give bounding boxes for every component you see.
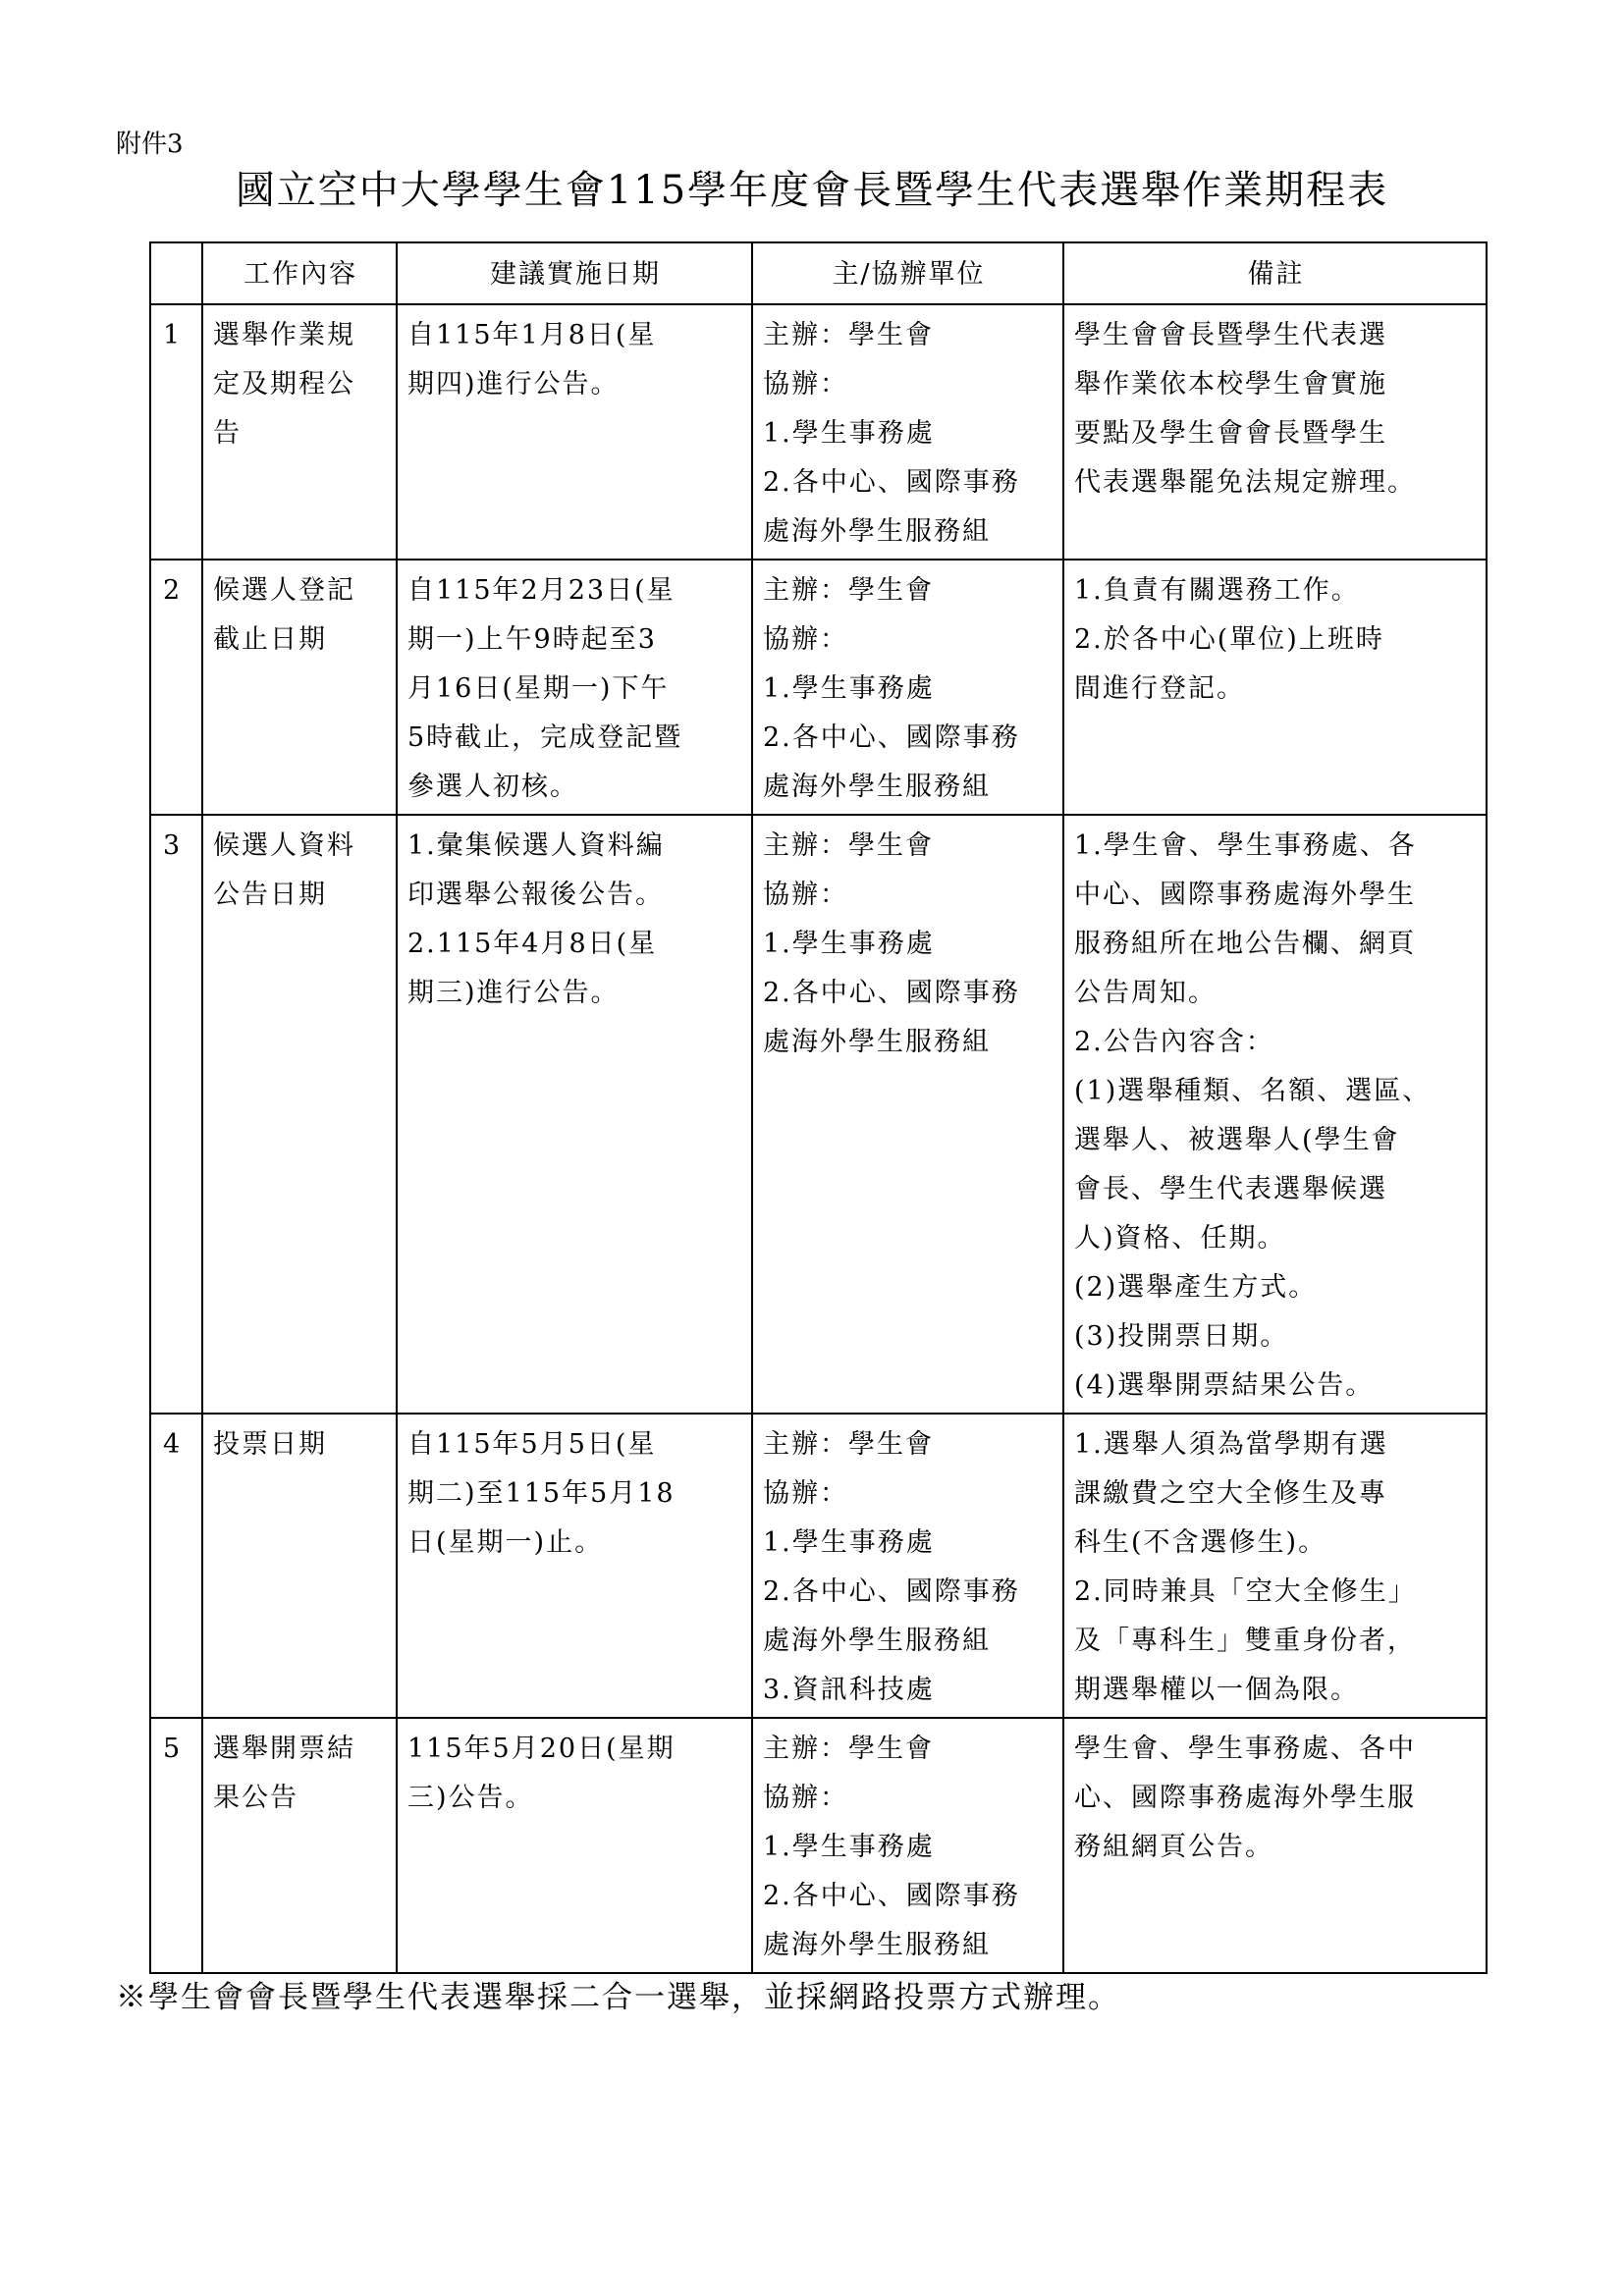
row-number: 5 [150,1718,202,1973]
table-row [150,304,1487,560]
units-line: 2.各中心、國際事務 [763,722,1020,753]
task-line: 公告日期 [213,880,327,910]
table-and-footnote [116,241,1510,2017]
cell-remarks [1063,1414,1487,1718]
row-number: 2 [150,560,202,815]
remarks-line: (2)選舉產生方式。 [1074,1272,1318,1303]
cell-task [202,1414,397,1718]
date-line: 月16日(星期一)下午 [407,673,670,704]
document-title: 國立空中大學學生會115學年度會長暨學生代表選舉作業期程表 [235,168,1389,213]
remarks-line: 要點及學生會會長暨學生 [1074,418,1387,449]
remarks-line: 1.負責有關選務工作。 [1074,575,1360,606]
remarks-line: (1)選舉種類、名額、選區、 [1074,1076,1432,1106]
units-line: 處海外學生服務組 [763,516,991,547]
table-row [150,815,1487,1414]
remarks-line: (3)投開票日期。 [1074,1321,1289,1352]
remarks-line: 學生會會長暨學生代表選 [1074,320,1387,350]
header-remarks: 備註 [1063,242,1487,304]
cell-units [752,1718,1063,1973]
units-line: 協辦： [763,624,848,655]
remarks-line: 課繳費之空大全修生及專 [1074,1478,1387,1509]
cell-remarks [1063,560,1487,815]
task-line: 選舉作業規 [213,320,355,350]
task-line: 果公告 [213,1783,298,1813]
units-line: 1.學生事務處 [763,673,935,704]
units-line: 協辦： [763,369,848,400]
remarks-line: 心、國際事務處海外學生服 [1074,1783,1416,1813]
date-line: 5時截止，完成登記暨 [407,722,683,753]
remarks-line: 間進行登記。 [1074,673,1245,704]
table-row [150,1718,1487,1973]
remarks-line: 及「專科生」雙重身份者， [1074,1626,1416,1656]
remarks-line: 服務組所在地公告欄、網頁 [1074,929,1416,959]
table-row [150,1414,1487,1718]
row-number: 1 [150,304,202,560]
header-number [150,242,202,304]
remarks-line: 舉作業依本校學生會實施 [1074,369,1387,400]
remarks-line: 2.同時兼具「空大全修生」 [1074,1576,1417,1607]
attachment-label: 附件3 [116,130,184,159]
header-date: 建議實施日期 [397,242,752,304]
units-line: 2.各中心、國際事務 [763,467,1020,498]
footnote: ※學生會會長暨學生代表選舉採二合一選舉，並採網路投票方式辦理。 [116,1980,1120,2015]
date-line: 自115年2月23日(星 [407,575,676,606]
date-line: 期二)至115年5月18 [407,1478,676,1509]
remarks-line: 學生會、學生事務處、各中 [1074,1734,1416,1764]
units-line: 主辦：學生會 [763,320,934,350]
cell-units [752,815,1063,1414]
cell-remarks [1063,1718,1487,1973]
remarks-line: (4)選舉開票結果公告。 [1074,1370,1375,1401]
remarks-line: 公告周知。 [1074,978,1217,1008]
cell-task [202,560,397,815]
units-line: 2.各中心、國際事務 [763,1576,1020,1607]
date-line: 115年5月20日(星期 [407,1734,676,1764]
remarks-line: 科生(不含選修生)。 [1074,1527,1327,1558]
cell-date [397,304,752,560]
remarks-line: 中心、國際事務處海外學生 [1074,880,1416,910]
header-task: 工作內容 [202,242,397,304]
task-line: 候選人登記 [213,575,355,606]
task-line: 定及期程公 [213,369,355,400]
cell-task [202,815,397,1414]
task-line: 候選人資料 [213,830,355,861]
units-line: 3.資訊科技處 [763,1675,935,1705]
task-line: 投票日期 [213,1429,327,1460]
date-line: 三)公告。 [407,1783,534,1813]
units-line: 處海外學生服務組 [763,1626,991,1656]
cell-task [202,304,397,560]
units-line: 2.各中心、國際事務 [763,1881,1020,1911]
date-line: 期三)進行公告。 [407,978,620,1008]
units-line: 1.學生事務處 [763,1832,935,1862]
remarks-line: 2.公告內容含： [1074,1027,1274,1057]
task-line: 截止日期 [213,624,327,655]
remarks-line: 1.學生會、學生事務處、各 [1074,830,1417,861]
remarks-line: 人)資格、任期。 [1074,1223,1286,1254]
units-line: 主辦：學生會 [763,830,934,861]
units-line: 處海外學生服務組 [763,1027,991,1057]
remarks-line: 選舉人、被選舉人(學生會 [1074,1125,1400,1155]
task-line: 告 [213,418,242,449]
row-number: 4 [150,1414,202,1718]
header-units: 主/協辦單位 [752,242,1063,304]
table-header-row [150,242,1487,304]
schedule-table [149,241,1488,1974]
units-line: 協辦： [763,1478,848,1509]
date-line: 日(星期一)止。 [407,1527,604,1558]
units-line: 處海外學生服務組 [763,1930,991,1960]
units-line: 1.學生事務處 [763,1527,935,1558]
units-line: 協辦： [763,880,848,910]
remarks-line: 務組網頁公告。 [1074,1832,1273,1862]
remarks-line: 2.於各中心(單位)上班時 [1074,624,1384,655]
date-line: 期四)進行公告。 [407,369,620,400]
remarks-line: 會長、學生代表選舉候選 [1074,1174,1387,1204]
cell-date [397,560,752,815]
date-line: 期一)上午9時起至3 [407,624,657,655]
cell-units [752,560,1063,815]
remarks-line: 1.選舉人須為當學期有選 [1074,1429,1388,1460]
task-line: 選舉開票結 [213,1734,355,1764]
units-line: 1.學生事務處 [763,418,935,449]
units-line: 主辦：學生會 [763,1734,934,1764]
units-line: 主辦：學生會 [763,575,934,606]
units-line: 2.各中心、國際事務 [763,978,1020,1008]
date-line: 參選人初核。 [407,772,578,802]
date-line: 自115年1月8日(星 [407,320,657,350]
cell-task [202,1718,397,1973]
units-line: 1.學生事務處 [763,929,935,959]
cell-remarks [1063,815,1487,1414]
cell-units [752,304,1063,560]
cell-date [397,815,752,1414]
date-line: 2.115年4月8日(星 [407,929,658,959]
units-line: 處海外學生服務組 [763,772,991,802]
date-line: 自115年5月5日(星 [407,1429,657,1460]
units-line: 協辦： [763,1783,848,1813]
date-line: 1.彙集候選人資料編 [407,830,665,861]
row-number: 3 [150,815,202,1414]
date-line: 印選舉公報後公告。 [407,880,664,910]
remarks-line: 代表選舉罷免法規定辦理。 [1074,467,1416,498]
cell-remarks [1063,304,1487,560]
units-line: 主辦：學生會 [763,1429,934,1460]
table-row [150,560,1487,815]
cell-units [752,1414,1063,1718]
remarks-line: 期選舉權以一個為限。 [1074,1675,1359,1705]
cell-date [397,1718,752,1973]
cell-date [397,1414,752,1718]
